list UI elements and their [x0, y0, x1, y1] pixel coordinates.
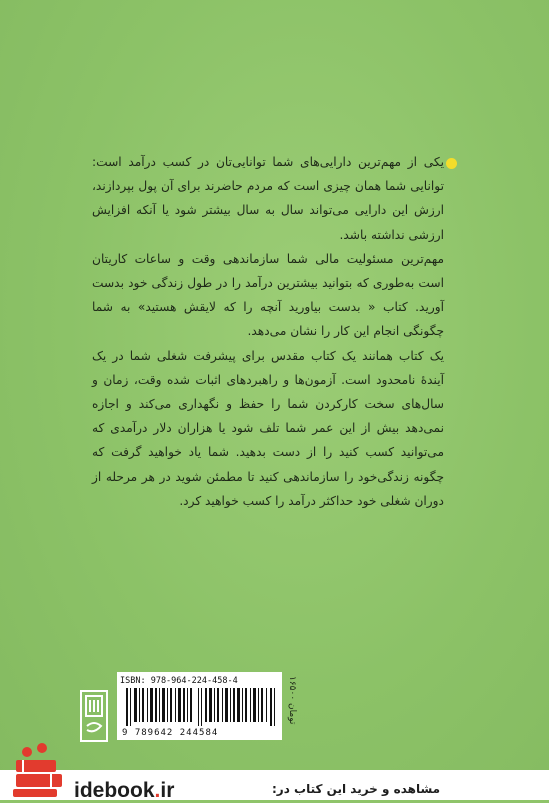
brand-suffix: ir — [160, 779, 175, 802]
price-label — [287, 676, 303, 740]
brand-prefix: idebook — [74, 779, 155, 802]
book-stack-icon — [10, 738, 68, 798]
publisher-logo — [80, 690, 108, 742]
blurb-paragraph-2: مهم‌ترین مسئولیت مالی شما سازماندهی وقت و ساعات کاریتان است به‌طوری که بتوانید بیشترین درآمد را در طول زندگی خود بدست آورید. کتاب « بدست بیاورید آنچه را که لایقش هستید» به شما چگونگی انجام این کار را نشان می‌دهد. — [92, 251, 444, 339]
barcode-icon — [126, 688, 276, 726]
barcode-number: 9 789642 244584 — [122, 728, 219, 738]
watermark-cta: مشاهده و خرید این کتاب در: — [272, 782, 441, 796]
blurb-paragraph-1: یکی از مهم‌ترین دارایی‌های شما توانایی‌تان در کسب درآمد است: توانایی شما همان چیزی است که مردم حاضرند برای آن پول بپردازند، ارزش این دارایی می‌تواند سال به سال بیشتر شود یا آنکه افزایش ارزشی نداشته باشد. — [92, 155, 444, 242]
blurb-text — [92, 150, 444, 513]
blurb-paragraph-3: یک کتاب همانند یک کتاب مقدس برای پیشرفت شغلی شما در یک آیندهٔ نامحدود است. آزمون‌ها و راهبردهای اثبات شده وقت، زمان و سال‌های سخت کارکردن شما را حفظ و نگهداری می‌کند و اجازه نمی‌دهد بیش از این عمر شما تلف شود یا هزاران دلار درآمدی که می‌توانید کسب کنید را از دست بدهید. شما یاد خواهید گرفت که چگونه زندگی‌خود را سازماندهی کنید تا مطمئن شوید در هر مرحله از دوران شغلی خود حداکثر درآمد را کسب خواهید کرد. — [92, 348, 444, 508]
bullet-dot — [446, 158, 457, 169]
price-text: ۱۶۵۰۰ تومان — [287, 676, 297, 725]
watermark-brand[interactable] — [74, 779, 174, 803]
isbn-label: ISBN: 978-964-224-458-4 — [120, 676, 238, 686]
brand-dot: . — [154, 779, 161, 802]
